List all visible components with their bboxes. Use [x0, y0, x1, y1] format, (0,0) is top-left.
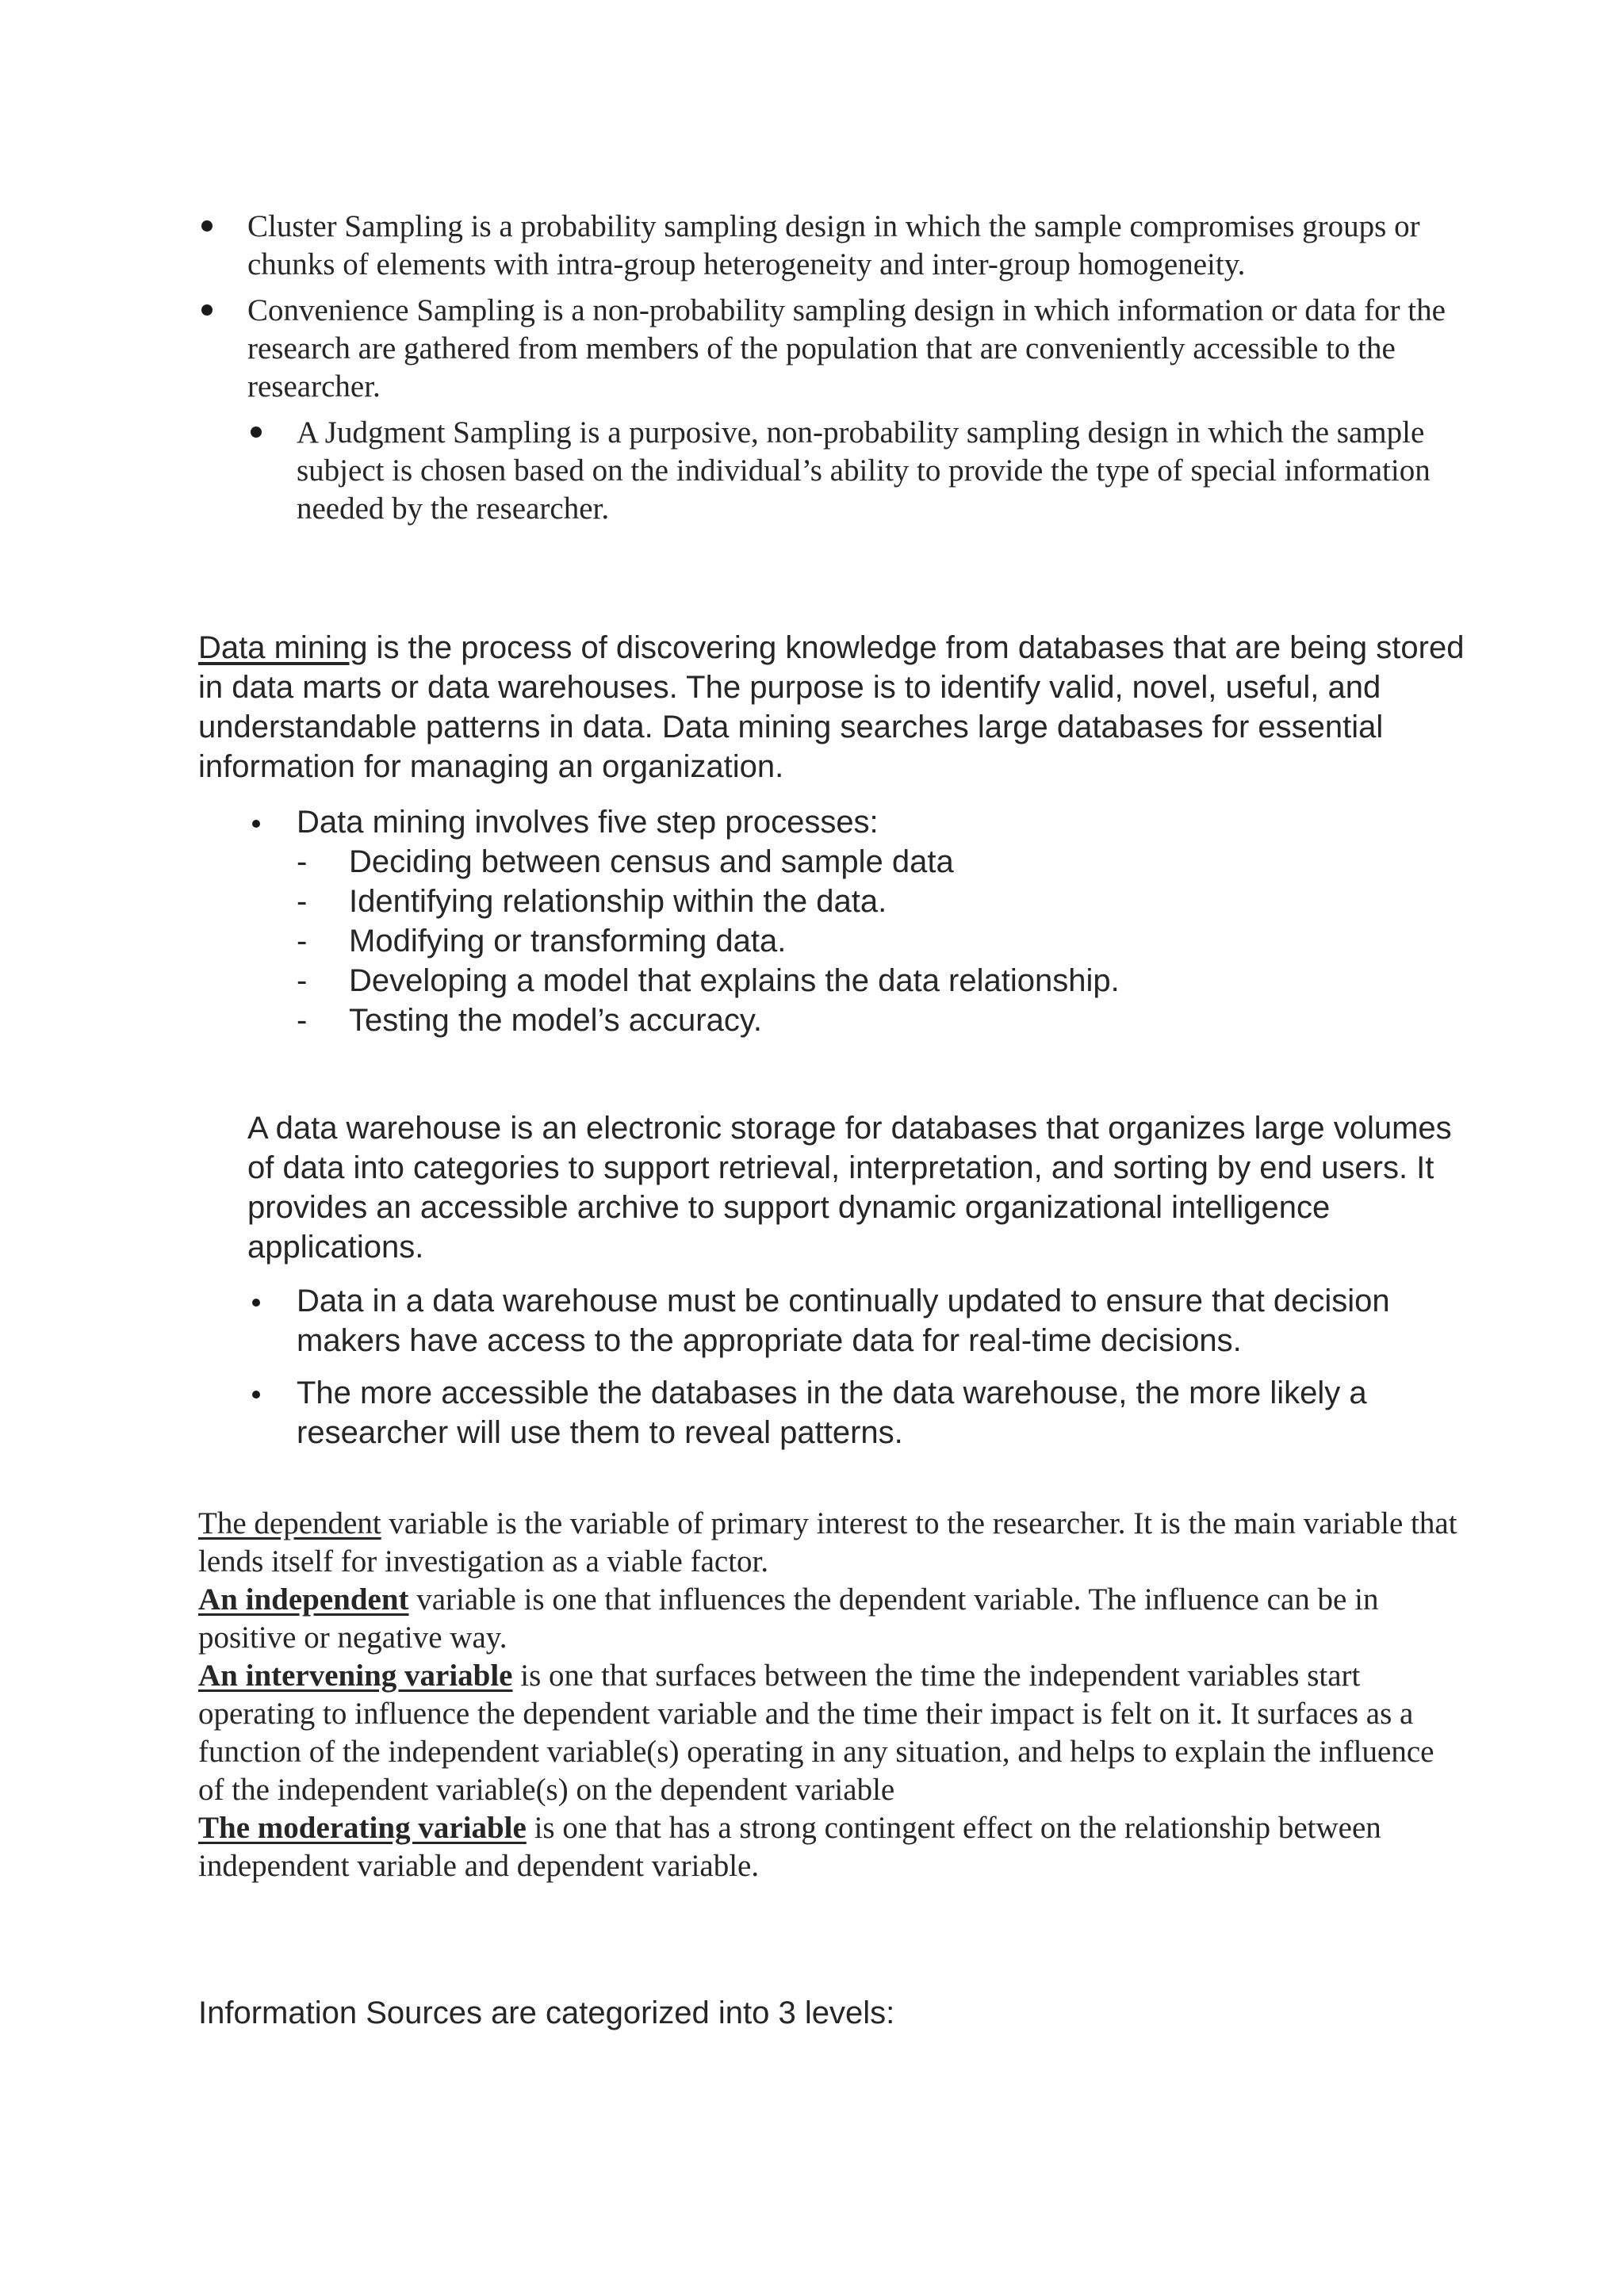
data-mining-bullets	[198, 802, 1483, 842]
data-mining-steps-intro: Data mining involves five step processes:	[297, 805, 879, 840]
data-mining-term: Data mining	[198, 630, 368, 665]
dash-marker: -	[297, 963, 308, 998]
dash-marker: -	[297, 884, 308, 919]
moderating-term: The moderating variable	[198, 1811, 527, 1845]
dash-marker: -	[297, 844, 308, 879]
list-item	[198, 292, 1459, 406]
dependent-text: variable is the variable of primary interest to the researcher. It is the main variable that lends itself for investigation as a viable factor.	[198, 1506, 1457, 1578]
bullet-icon	[201, 220, 213, 232]
data-warehouse-bullets	[198, 1281, 1483, 1465]
cluster-sampling-text: Cluster Sampling is a probability sampling design in which the sample compromises groups or chunks of elements with intra-group heterogeneity and inter-group homogeneity.	[247, 209, 1420, 281]
step-text: Developing a model that explains the data relationship.	[349, 963, 1120, 998]
dependent-variable-paragraph	[198, 1505, 1467, 1581]
list-item	[198, 921, 1483, 961]
intervening-term: An intervening variable	[198, 1659, 513, 1693]
data-mining-definition: is the process of discovering knowledge from databases that are being stored in data marts or data warehouses. The purpose is to identify valid, novel, useful, and understandable patterns in data. Data mining searches large databases for essential information for managing an organization.	[198, 630, 1465, 784]
step-text: Modifying or transforming data.	[349, 924, 787, 959]
warehouse-bullet-text: The more accessible the databases in the data warehouse, the more likely a researcher will use them to reveal patterns.	[297, 1376, 1367, 1450]
step-text: Deciding between census and sample data	[349, 844, 954, 879]
list-item	[198, 208, 1459, 284]
intervening-variable-paragraph	[198, 1657, 1467, 1809]
list-item	[198, 961, 1483, 1001]
dash-marker: -	[297, 924, 308, 959]
step-text: Testing the model’s accuracy.	[349, 1003, 762, 1038]
list-item	[198, 882, 1483, 921]
list-item	[198, 1373, 1483, 1452]
bullet-icon	[252, 1391, 260, 1399]
dash-marker: -	[297, 1003, 308, 1038]
data-warehouse-paragraph: A data warehouse is an electronic storage for databases that organizes large volumes of data into categories to support retrieval, interpretation, and sorting by end users. It provides an accessible archive to support dynamic organizational intelligence applications.	[247, 1111, 1452, 1265]
bullet-icon	[201, 304, 213, 316]
list-item	[198, 1001, 1483, 1040]
independent-variable-paragraph	[198, 1581, 1467, 1657]
moderating-text: is one that has a strong contingent effect on the relationship between independent variable and dependent variable.	[198, 1811, 1381, 1883]
sampling-list	[198, 208, 1459, 536]
convenience-sampling-text: Convenience Sampling is a non-probability sampling design in which information or data for the research are gathered from members of the population that are conveniently accessible to the researcher.	[247, 293, 1446, 404]
data-mining-steps-list	[198, 842, 1483, 1040]
bullet-icon	[251, 427, 262, 438]
bullet-icon	[252, 820, 260, 828]
list-item	[198, 842, 1483, 882]
independent-text: variable is one that influences the dependent variable. The influence can be in positive or negative way.	[198, 1582, 1379, 1655]
list-item	[198, 802, 1483, 842]
variables-section	[198, 1505, 1467, 1885]
bullet-icon	[252, 1299, 260, 1307]
list-item	[198, 1281, 1483, 1360]
step-text: Identifying relationship within the data.	[349, 884, 887, 919]
judgment-sampling-text: A Judgment Sampling is a purposive, non-probability sampling design in which the sample subject is chosen based on the individual’s ability to provide the type of special information needed by the researcher.	[297, 415, 1431, 526]
moderating-variable-paragraph	[198, 1809, 1467, 1885]
warehouse-bullet-text: Data in a data warehouse must be continually updated to ensure that decision makers have access to the appropriate data for real-time decisions.	[297, 1284, 1390, 1358]
information-sources-heading: Information Sources are categorized into 3 levels:	[198, 1996, 895, 2030]
dependent-term: The dependent	[198, 1506, 381, 1540]
independent-term: An independent	[198, 1582, 409, 1617]
intervening-text: is one that surfaces between the time the independent variables start operating to influence the dependent variable and the time their impact is felt on it. It surfaces as a function of the independent variable(s) operating in any situation, and helps to explain the influence of the independent variable(s) on the dependent variable	[198, 1659, 1434, 1807]
list-item	[198, 414, 1459, 528]
data-mining-paragraph	[198, 628, 1483, 786]
